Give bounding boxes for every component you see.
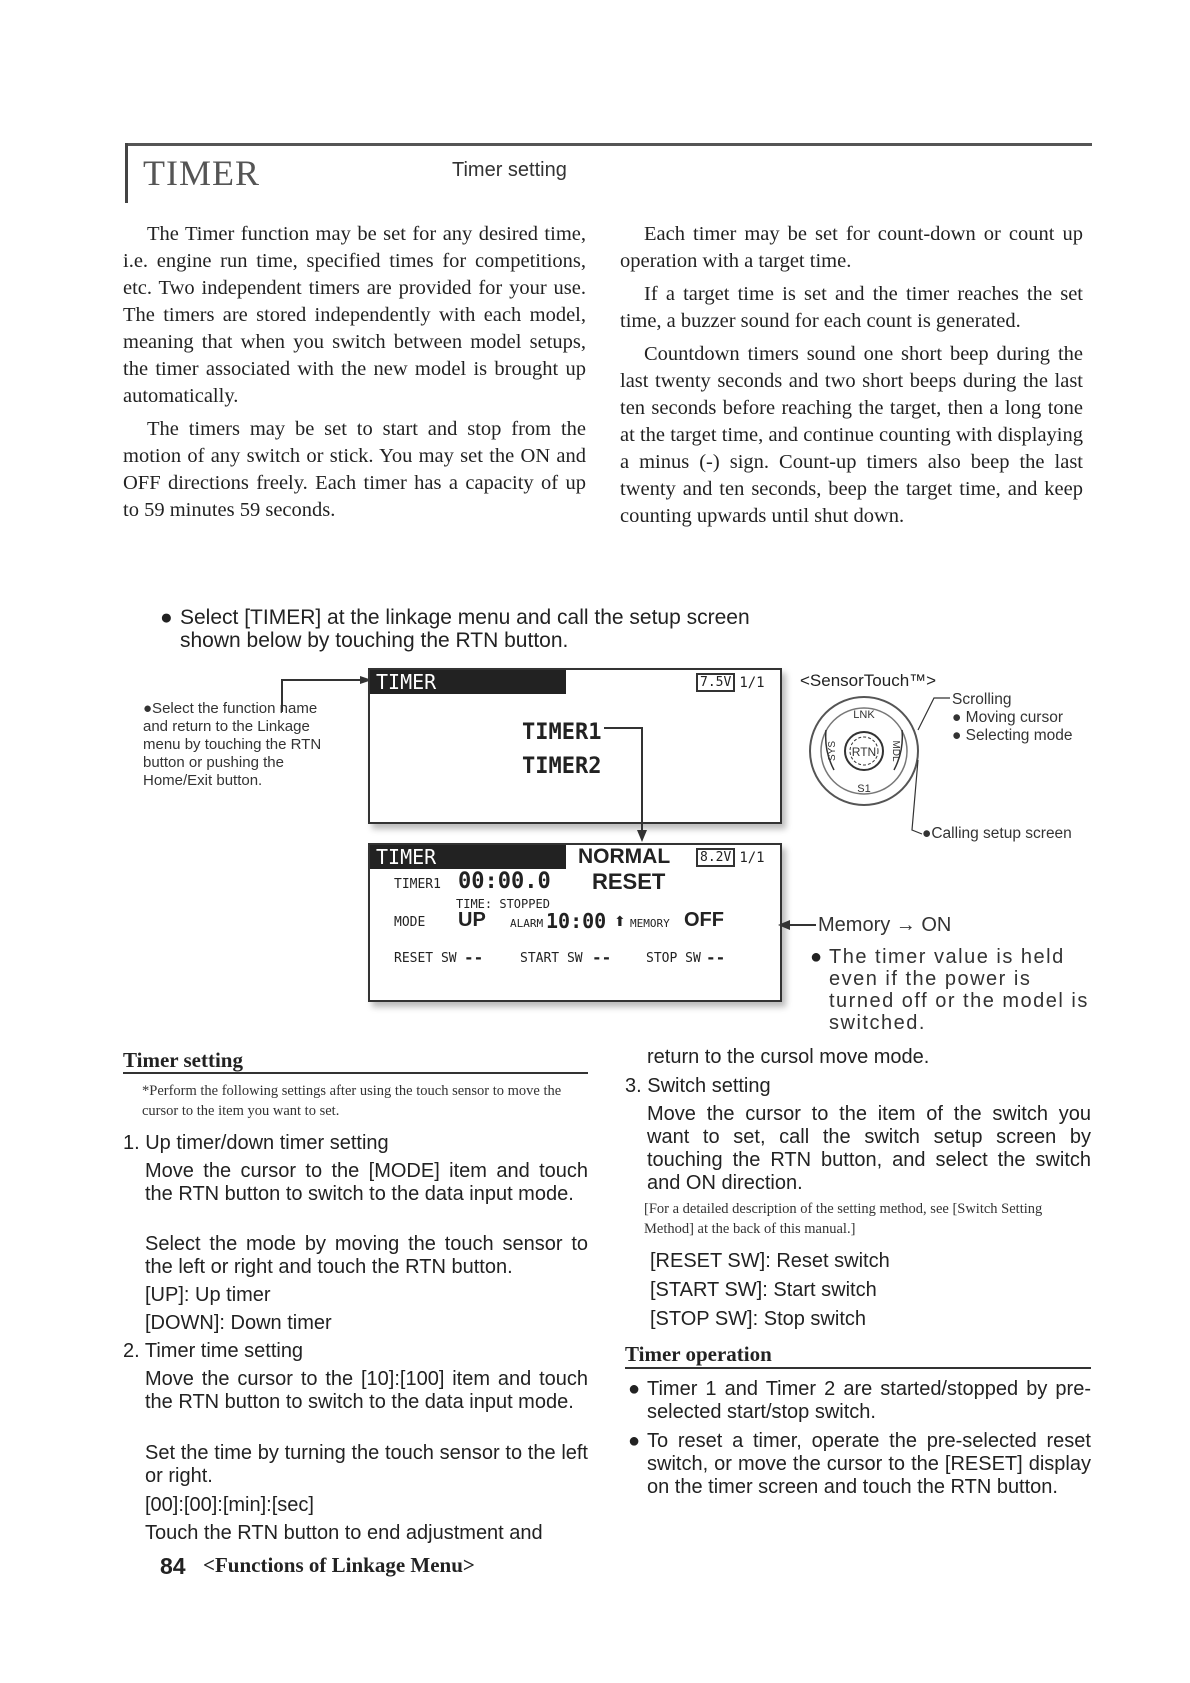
selecting-mode-label: ● Selecting mode xyxy=(952,727,1073,744)
up-timer-option: [UP]: Up timer xyxy=(145,1284,271,1306)
timer2-item[interactable]: TIMER2 xyxy=(522,754,602,779)
step2-paragraph: Set the time by turning the touch sensor to the left or right. xyxy=(145,1442,588,1487)
timer-label: TIMER1 xyxy=(394,877,441,892)
footer-section: <Functions of Linkage Menu> xyxy=(203,1553,475,1577)
sys-button: SYS xyxy=(827,740,838,762)
alarm-key: ALARM xyxy=(510,917,544,930)
reset-button[interactable]: RESET xyxy=(592,869,666,894)
intro-right-paragraph: Countdown timers sound one short beep during the last twenty seconds and two short beeps during the last ten seconds before reaching the target, then a long tone at the target time, and continue counting with displaying a minus (-) sign. Count-up timers also beep the last twenty and ten seconds, beep the target time, and keep counting upwards until shut down. xyxy=(620,343,1083,527)
timer-value[interactable]: 00:00.0 xyxy=(458,869,551,894)
intro-right-column xyxy=(620,221,1083,536)
memory-label: Memory → ON xyxy=(818,914,952,936)
step2-paragraph-continued: return to the cursol move mode. xyxy=(647,1046,930,1068)
s1-button: S1 xyxy=(857,783,871,795)
reset-sw-key: RESET SW xyxy=(394,951,457,966)
intro-right-paragraph: Each timer may be set for count-down or count up operation with a target time. xyxy=(620,223,1083,272)
down-timer-option: [DOWN]: Down timer xyxy=(145,1312,332,1334)
step1-title: 1. Up timer/down timer setting xyxy=(123,1132,389,1154)
intro-left-column xyxy=(123,221,586,530)
scrolling-label: Scrolling xyxy=(952,691,1012,708)
calling-setup-label: ●Calling setup screen xyxy=(922,825,1072,842)
intro-left-paragraph: The timers may be set to start and stop from the motion of any switch or stick. You may set the ON and OFF directions freely. Each timer has a capacity of up to 59 minutes 59 seconds. xyxy=(123,418,586,521)
mode-value[interactable]: UP xyxy=(458,909,486,931)
bullet-icon: ● xyxy=(810,946,823,968)
timer-operation-heading: Timer operation xyxy=(625,1342,772,1366)
intro-right-paragraph: If a target time is set and the timer reaches the set time, a buzzer sound for each count is generated. xyxy=(620,283,1083,332)
start-switch-item: [START SW]: Start switch xyxy=(650,1279,877,1301)
screen2-title[interactable]: TIMER xyxy=(370,845,566,869)
bullet-icon: ● xyxy=(628,1378,641,1400)
operation-bullet: To reset a timer, operate the pre-selected reset switch, or move the cursor to the [RESET] display on the timer screen and touch the RTN button. xyxy=(647,1430,1091,1498)
page-title: TIMER xyxy=(143,153,260,193)
lnk-button: LNK xyxy=(853,709,875,721)
heading-rule xyxy=(123,1072,588,1074)
instruction-text: Select [TIMER] at the linkage menu and call the setup screen shown below by touching the RTN button. xyxy=(180,606,750,652)
title-accent-bar xyxy=(125,143,128,203)
page-subtitle: Timer setting xyxy=(452,159,567,181)
header-rule xyxy=(125,143,1092,146)
screen1-title[interactable]: TIMER xyxy=(370,670,566,694)
step1-paragraph: Move the cursor to the [MODE] item and touch the RTN button to switch to the data input mode. xyxy=(145,1160,588,1205)
step1-paragraph: Select the mode by moving the touch sensor to the left or right and touch the RTN button. xyxy=(145,1233,588,1278)
timer-status: TIME: STOPPED xyxy=(456,897,550,911)
bullet-icon: ● xyxy=(628,1430,641,1452)
step2-title: 2. Timer time setting xyxy=(123,1340,304,1362)
screen1-status xyxy=(696,673,765,692)
mdl-button: MDL xyxy=(890,740,901,762)
reset-switch-item: [RESET SW]: Reset switch xyxy=(650,1250,890,1272)
timer1-item[interactable]: TIMER1 xyxy=(522,720,602,745)
instruction-bullet xyxy=(160,606,780,652)
start-sw-key: START SW xyxy=(520,951,583,966)
switch-method-note: [For a detailed description of the setting method, see [Switch Setting Method] at the back of this manual.] xyxy=(644,1201,1043,1237)
operation-bullet: Timer 1 and Timer 2 are started/stopped by pre-selected start/stop switch. xyxy=(647,1378,1091,1423)
connector-arrow-icon xyxy=(600,718,660,848)
page-indicator: 1/1 xyxy=(739,674,765,691)
stop-sw-value[interactable]: -- xyxy=(706,948,726,967)
step2-paragraph: Touch the RTN button to end adjustment and xyxy=(145,1522,543,1544)
battery-indicator: 7.5V xyxy=(696,673,735,692)
moving-cursor-label: ● Moving cursor xyxy=(952,709,1064,726)
reset-sw-value[interactable]: -- xyxy=(464,948,484,967)
alarm-value[interactable]: 10:00 xyxy=(546,909,607,933)
stop-sw-key: STOP SW xyxy=(646,951,701,966)
bullet-icon: ● xyxy=(160,606,173,629)
memory-note: The timer value is held even if the power is turned off or the model is switched. xyxy=(829,946,1089,1034)
mode-key: MODE xyxy=(394,915,426,930)
step3-title: 3. Switch setting xyxy=(625,1075,771,1097)
time-format: [00]:[00]:[min]:[sec] xyxy=(145,1494,314,1516)
sensortouch-leader-lines-icon xyxy=(900,690,960,840)
memory-key: MEMORY xyxy=(630,917,670,930)
pointer-arrow-icon xyxy=(280,676,380,716)
touch-sensor-note: *Perform the following settings after using the touch sensor to move the cursor to the item you want to set. xyxy=(142,1083,562,1119)
timer-setup-screen xyxy=(368,843,782,1002)
side-note: ●Select the function name and return to the Linkage menu by touching the RTN button or pushing the Home/Exit button. xyxy=(143,700,322,789)
timer-setting-heading: Timer setting xyxy=(123,1048,243,1072)
memory-value[interactable]: OFF xyxy=(684,909,724,931)
screen2-status xyxy=(696,848,765,867)
up-arrow-icon: ⬆ xyxy=(614,913,626,929)
start-sw-value[interactable]: -- xyxy=(592,948,612,967)
sensortouch-header: <SensorTouch™> xyxy=(800,671,937,690)
page-indicator: 1/1 xyxy=(739,849,765,866)
memory-arrow-icon xyxy=(778,918,818,932)
page-number: 84 xyxy=(160,1553,186,1579)
heading-rule xyxy=(625,1367,1091,1369)
rtn-button: RTN xyxy=(851,745,877,759)
intro-left-paragraph: The Timer function may be set for any desired time, i.e. engine run time, specified times for competitions, etc. Two independent timers are provided for your use. The timers are stored independently with each model, meaning that when you switch between model setups, the timer associated with the new model is brought up automatically. xyxy=(123,223,586,407)
step3-paragraph: Move the cursor to the item of the switch you want to set, call the switch setup screen by touching the RTN button, and select the switch and ON direction. xyxy=(647,1103,1091,1194)
stop-switch-item: [STOP SW]: Stop switch xyxy=(650,1308,866,1330)
step2-paragraph: Move the cursor to the [10]:[100] item and touch the RTN button to switch to the data input mode. xyxy=(145,1368,588,1413)
condition-label: NORMAL xyxy=(578,845,671,868)
timer-list-screen xyxy=(368,668,782,824)
battery-indicator: 8.2V xyxy=(696,848,735,867)
